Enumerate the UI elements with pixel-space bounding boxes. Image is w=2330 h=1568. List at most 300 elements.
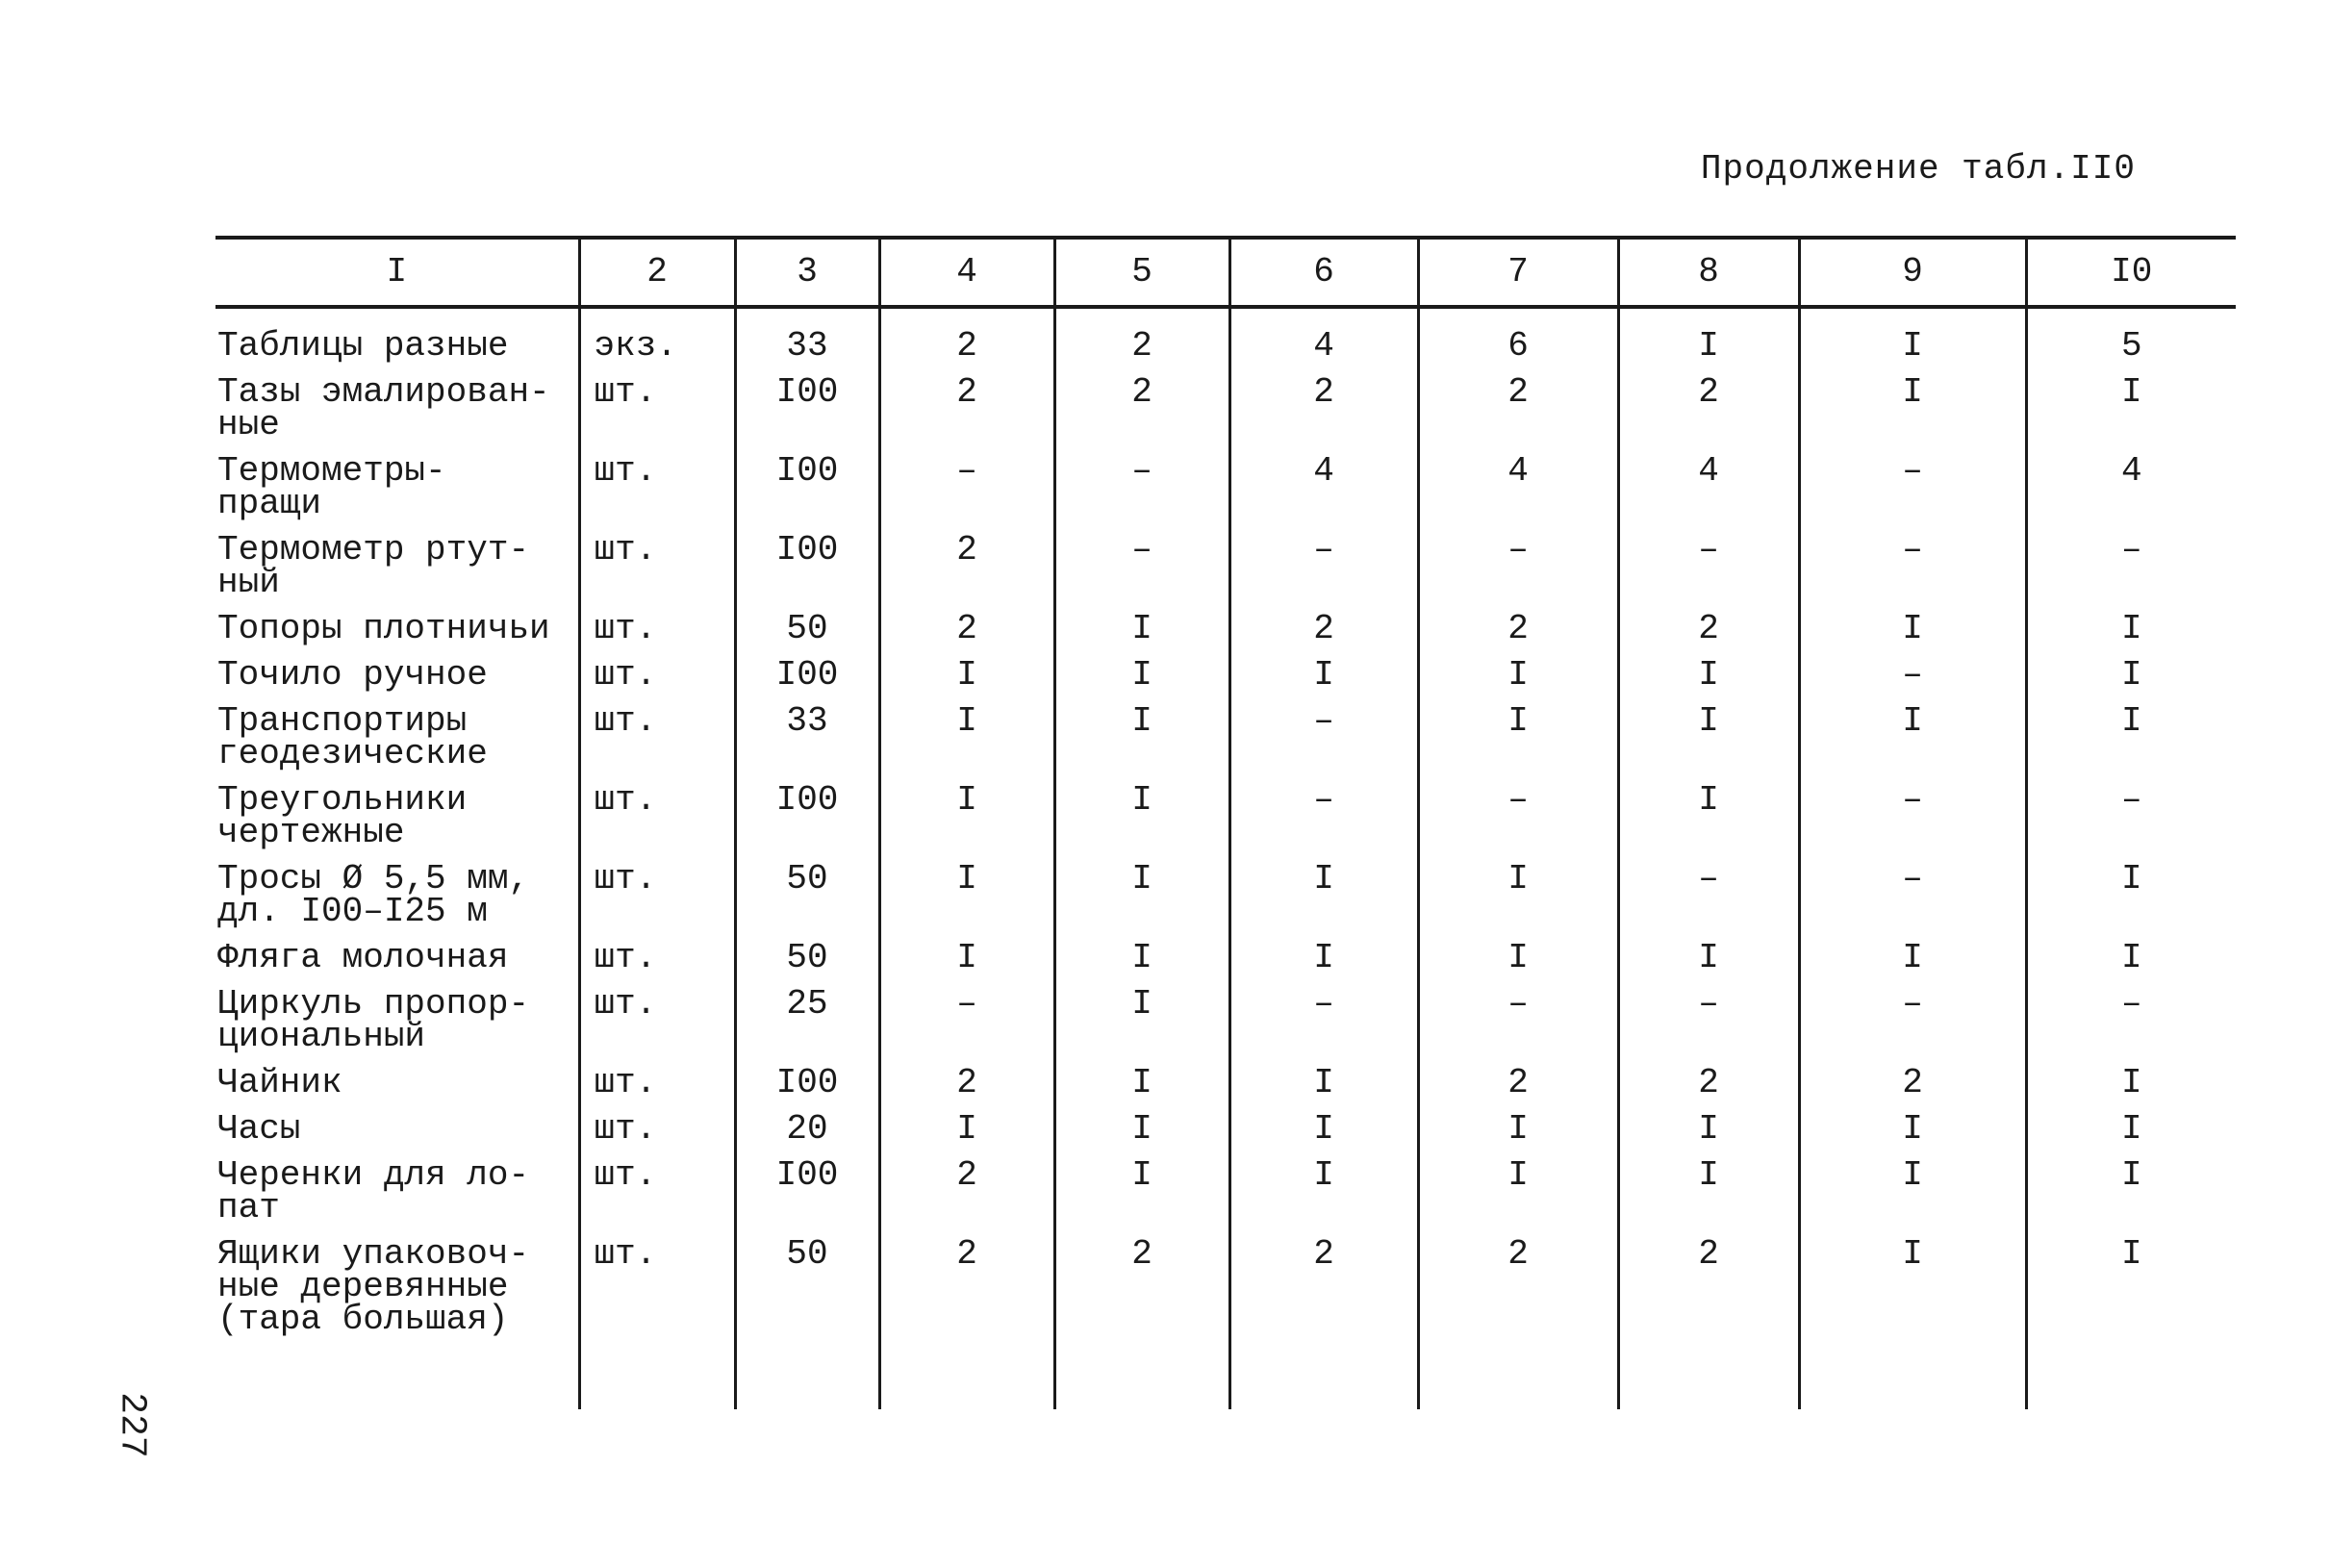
value-cell [1054,609,1229,659]
item-name-cell [215,859,579,942]
value-cell [2026,984,2236,1067]
value-cell [1054,530,1229,613]
value: I [1131,609,1152,648]
value-cell [1229,859,1418,942]
unit-label: шт. [594,372,657,412]
item-name: Термометры- пращи [217,451,446,523]
value: I [1507,938,1529,977]
value-cell [1618,307,1799,376]
empty-cell [215,1350,579,1409]
item-name: Треугольники чертежные [217,780,468,852]
value-cell [1618,780,1799,863]
table-row [215,784,2236,863]
value-cell [735,451,879,534]
unit-cell [579,609,735,659]
value: I [1131,655,1152,695]
value-cell [879,1109,1054,1159]
value: – [1507,780,1529,820]
value-cell [1799,984,2026,1067]
empty-cell [1418,1350,1618,1409]
value: – [1313,984,1334,1024]
value-cell [1054,1063,1229,1113]
value: I [1698,1109,1719,1149]
value-cell [1618,938,1799,988]
unit-cell [579,307,735,376]
value-cell [735,1109,879,1159]
unit-label: шт. [594,984,657,1024]
value: I00 [775,530,839,569]
value-cell [2026,780,2236,863]
value-cell [735,1063,879,1113]
value-cell [2026,609,2236,659]
value-cell [2026,530,2236,613]
item-name: Таблицы разные [217,326,509,366]
value: I [2120,701,2142,741]
value: 2 [1313,1234,1334,1274]
value-cell [1229,1109,1418,1159]
value: I00 [775,451,839,491]
table-row [215,455,2236,534]
unit-label: шт. [594,1234,657,1274]
value: 50 [786,1234,828,1274]
value: I [1131,780,1152,820]
unit-cell [579,530,735,613]
value-cell [1799,1109,2026,1159]
item-name-cell [215,1234,579,1350]
value-cell [879,609,1054,659]
unit-cell [579,655,735,705]
item-name: Черенки для ло- пат [217,1155,530,1227]
table-header-row [215,238,2236,307]
value: I [1507,1155,1529,1195]
value-cell [1799,530,2026,613]
value-cell [1229,938,1418,988]
value-cell [735,938,879,988]
value: I [1507,859,1529,898]
unit-cell [579,1063,735,1113]
value-cell [1418,984,1618,1067]
value: I [956,701,977,741]
value-cell [1418,655,1618,705]
value: I [1698,326,1719,366]
value: 2 [956,326,977,366]
value: 2 [956,372,977,412]
value-cell [879,451,1054,534]
column-header-6: 6 [1229,238,1418,307]
value-cell [1229,609,1418,659]
value-cell [1618,701,1799,784]
empty-cell [2026,1350,2236,1409]
value: – [2120,530,2142,569]
value-cell [1418,530,1618,613]
unit-cell [579,451,735,534]
value: – [2120,780,2142,820]
value: 6 [1507,326,1529,366]
value: I [1902,938,1923,977]
value: – [1698,859,1719,898]
value-cell [879,1234,1054,1350]
item-name: Тросы Ø 5,5 мм, дл. I00–I25 м [217,859,530,931]
value: I [1902,701,1923,741]
value: 4 [1507,451,1529,491]
value-cell [735,307,879,376]
unit-label: шт. [594,655,657,695]
value-cell [1229,1063,1418,1113]
value: 2 [1131,1234,1152,1274]
value: 33 [786,326,828,366]
value: I [1313,938,1334,977]
value-cell [879,859,1054,942]
value: 2 [1507,1063,1529,1102]
table-row [215,307,2236,376]
value-cell [1618,609,1799,659]
value: 2 [1698,372,1719,412]
value-cell [1054,1155,1229,1238]
value-cell [735,1234,879,1350]
value-cell [879,372,1054,455]
item-name-cell [215,655,579,705]
item-name: Фляга молочная [217,938,509,977]
value-cell [1799,938,2026,988]
empty-cell [879,1350,1054,1409]
value-cell [1618,655,1799,705]
value-cell [735,701,879,784]
item-name-cell [215,780,579,863]
table-row [215,705,2236,784]
value-cell [1618,1155,1799,1238]
value-cell [2026,655,2236,705]
value: I [1313,655,1334,695]
value: I [1507,701,1529,741]
value: 4 [2120,451,2142,491]
value-cell [1418,451,1618,534]
table-row [215,942,2236,988]
value: 4 [1313,451,1334,491]
table-trailing-space [215,1350,2236,1409]
empty-cell [579,1350,735,1409]
column-header-10: I0 [2026,238,2236,307]
value: 50 [786,609,828,648]
value: I [1131,859,1152,898]
table-row [215,1159,2236,1238]
item-name-cell [215,372,579,455]
item-name-cell [215,1155,579,1238]
value-cell [2026,859,2236,942]
value: I [2120,859,2142,898]
value-cell [1418,1063,1618,1113]
value-cell [735,530,879,613]
unit-label: шт. [594,938,657,977]
value: I00 [775,1063,839,1102]
unit-label: шт. [594,530,657,569]
unit-cell [579,1109,735,1159]
unit-label: шт. [594,701,657,741]
value-cell [879,530,1054,613]
value: I [2120,1155,2142,1195]
value: – [1902,984,1923,1024]
value-cell [1618,372,1799,455]
value-cell [879,1155,1054,1238]
unit-label: шт. [594,859,657,898]
value: I [2120,655,2142,695]
value: I [1902,326,1923,366]
item-name-cell [215,984,579,1067]
value: – [1313,530,1334,569]
value-cell [1054,655,1229,705]
value-cell [1618,1234,1799,1350]
value: I [1902,1109,1923,1149]
column-header-3: 3 [735,238,879,307]
value: I [956,780,977,820]
value-cell [1799,1063,2026,1113]
value-cell [1799,655,2026,705]
table-row [215,1113,2236,1159]
value-cell [1799,609,2026,659]
table-row [215,1067,2236,1113]
column-header-9: 9 [1799,238,2026,307]
item-name: Циркуль пропор- циональный [217,984,530,1056]
value-cell [879,780,1054,863]
value-cell [1799,1155,2026,1238]
value: I [2120,938,2142,977]
value-cell [1418,1234,1618,1350]
value-cell [1054,307,1229,376]
value: I [2120,1063,2142,1102]
value: – [1902,859,1923,898]
value-cell [1618,1109,1799,1159]
value: I [1698,655,1719,695]
value: – [1902,655,1923,695]
value: – [1313,701,1334,741]
value: 2 [1698,1063,1719,1102]
value: I [1131,1109,1152,1149]
value-cell [2026,1063,2236,1113]
value: 2 [1507,372,1529,412]
value: I [1902,1234,1923,1274]
item-name-cell [215,1063,579,1113]
table-row [215,988,2236,1067]
value: – [1131,530,1152,569]
value-cell [1229,372,1418,455]
value: I00 [775,780,839,820]
value: 50 [786,859,828,898]
value: I [1313,1063,1334,1102]
value-cell [735,609,879,659]
value: – [1313,780,1334,820]
value-cell [1229,655,1418,705]
unit-cell [579,859,735,942]
table-body [215,307,2236,1409]
column-header-4: 4 [879,238,1054,307]
value-cell [1229,701,1418,784]
value: 2 [1698,1234,1719,1274]
value: I [1131,984,1152,1024]
value-cell [879,655,1054,705]
empty-cell [1054,1350,1229,1409]
value: 2 [1507,609,1529,648]
table-row [215,1238,2236,1350]
value-cell [1418,1155,1618,1238]
value-cell [1229,307,1418,376]
value-cell [2026,1234,2236,1350]
unit-cell [579,938,735,988]
value: I [1698,780,1719,820]
value-cell [1229,451,1418,534]
value: 4 [1698,451,1719,491]
value: I [1313,1109,1334,1149]
value: I [1131,701,1152,741]
column-header-7: 7 [1418,238,1618,307]
value-cell [1799,859,2026,942]
item-name-cell [215,530,579,613]
item-name: Точило ручное [217,655,488,695]
item-name-cell [215,701,579,784]
value: I [2120,372,2142,412]
value: 2 [1131,326,1152,366]
value-cell [2026,372,2236,455]
value-cell [1229,780,1418,863]
value: 4 [1313,326,1334,366]
empty-cell [1799,1350,2026,1409]
value: I [1131,1063,1152,1102]
value: 2 [1313,609,1334,648]
value-cell [1054,372,1229,455]
value: 2 [956,530,977,569]
table-row [215,534,2236,613]
value: – [2120,984,2142,1024]
value-cell [1418,1109,1618,1159]
value: I [1507,655,1529,695]
table-row [215,659,2236,705]
value: 2 [1313,372,1334,412]
value-cell [735,1155,879,1238]
value: I [956,859,977,898]
value-cell [1418,859,1618,942]
value: I [1131,938,1152,977]
item-name: Тазы эмалирован- ные [217,372,550,444]
column-header-5: 5 [1054,238,1229,307]
value-cell [1618,859,1799,942]
value-cell [1054,701,1229,784]
unit-label: шт. [594,451,657,491]
value: 33 [786,701,828,741]
value: – [1902,530,1923,569]
value-cell [1054,451,1229,534]
table-row [215,863,2236,942]
value: I [1902,372,1923,412]
value: 2 [1902,1063,1923,1102]
value: I [1313,1155,1334,1195]
value: 20 [786,1109,828,1149]
value-cell [1418,701,1618,784]
value: 2 [1698,609,1719,648]
item-name-cell [215,609,579,659]
unit-label: экз. [594,326,677,366]
value-cell [879,984,1054,1067]
value-cell [2026,451,2236,534]
value-cell [1418,780,1618,863]
value-cell [2026,307,2236,376]
value: I [2120,1234,2142,1274]
table-caption: Продолжение табл.II0 [1700,149,2136,189]
column-header-8: 8 [1618,238,1799,307]
value: – [1698,984,1719,1024]
value: – [1698,530,1719,569]
unit-cell [579,1234,735,1350]
value-cell [879,307,1054,376]
value: I [1698,938,1719,977]
value: I [1902,609,1923,648]
value-cell [735,984,879,1067]
value-cell [735,780,879,863]
unit-label: шт. [594,1155,657,1195]
value-cell [879,1063,1054,1113]
value: – [1131,451,1152,491]
table-container [215,236,2236,1429]
unit-cell [579,1155,735,1238]
value-cell [1418,609,1618,659]
unit-label: шт. [594,1063,657,1102]
value-cell [1799,701,2026,784]
page-number: 227 [111,1392,153,1458]
value-cell [1799,307,2026,376]
value-cell [1229,1234,1418,1350]
value-cell [1618,530,1799,613]
value: – [956,451,977,491]
value: I [1507,1109,1529,1149]
value-cell [879,938,1054,988]
value: I [956,938,977,977]
value-cell [1799,780,2026,863]
value-cell [1618,1063,1799,1113]
empty-cell [735,1350,879,1409]
unit-label: шт. [594,609,657,648]
empty-cell [1618,1350,1799,1409]
unit-cell [579,984,735,1067]
unit-cell [579,372,735,455]
value: 25 [786,984,828,1024]
value: 2 [956,1155,977,1195]
value-cell [1418,307,1618,376]
column-header-2: 2 [579,238,735,307]
unit-cell [579,780,735,863]
item-name: Топоры плотничьи [217,609,550,648]
value: I [2120,1109,2142,1149]
data-table [215,236,2236,1409]
value: I00 [775,372,839,412]
value-cell [1054,938,1229,988]
value: – [1902,780,1923,820]
value: 2 [1131,372,1152,412]
value: I [956,1109,977,1149]
item-name-cell [215,1109,579,1159]
value-cell [1799,451,2026,534]
value-cell [1799,372,2026,455]
value: 2 [1507,1234,1529,1274]
item-name: Часы [217,1109,301,1149]
unit-cell [579,701,735,784]
value: 2 [956,1234,977,1274]
value: I00 [775,655,839,695]
value: – [956,984,977,1024]
value: I [1313,859,1334,898]
value-cell [2026,1109,2236,1159]
item-name-cell [215,938,579,988]
value-cell [1054,859,1229,942]
value: I [1698,1155,1719,1195]
value-cell [735,859,879,942]
value: – [1507,530,1529,569]
